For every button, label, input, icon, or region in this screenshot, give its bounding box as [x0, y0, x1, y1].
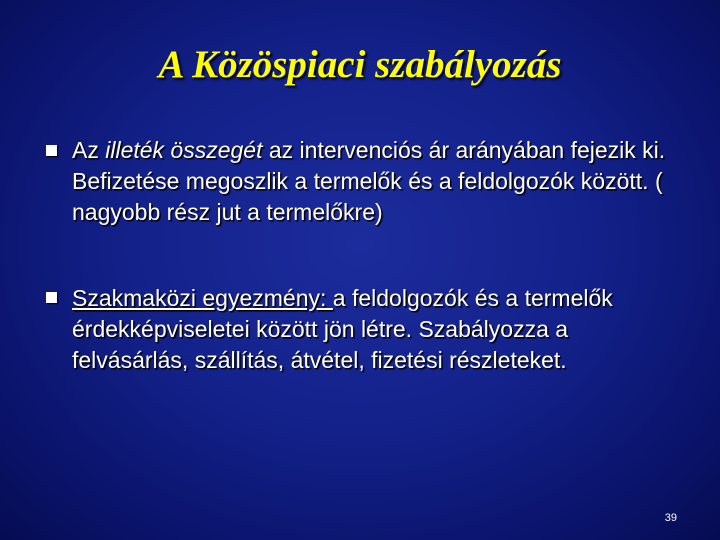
bullet-marker-icon — [46, 145, 57, 156]
bullet-text: az intervenciós ár arányában fejezik ki. Befizetése megoszlik a termelők és a feldolgozók között. ( nagyobb rész jut a termelőkre) — [72, 137, 666, 225]
bullet-term-illetek: illeték összegét — [105, 137, 263, 163]
bullet-term-szakmakozi: Szakmaközi egyezmény: — [72, 285, 333, 311]
slide-title: A Közöspiaci szabályozás — [158, 43, 562, 86]
page-number: 39 — [664, 512, 677, 524]
bullet-text: a feldolgozók és a termelők érdekképviseletei között jön létre. Szabályozza a felvásárlás, szállítás, átvétel, fizetési részleteket. — [72, 285, 613, 373]
bullet-intro: Az — [72, 137, 106, 163]
bullet-item-illetek — [72, 135, 672, 228]
bullet-item-szakmakozi — [72, 283, 672, 376]
bullet-marker-icon — [46, 292, 57, 303]
